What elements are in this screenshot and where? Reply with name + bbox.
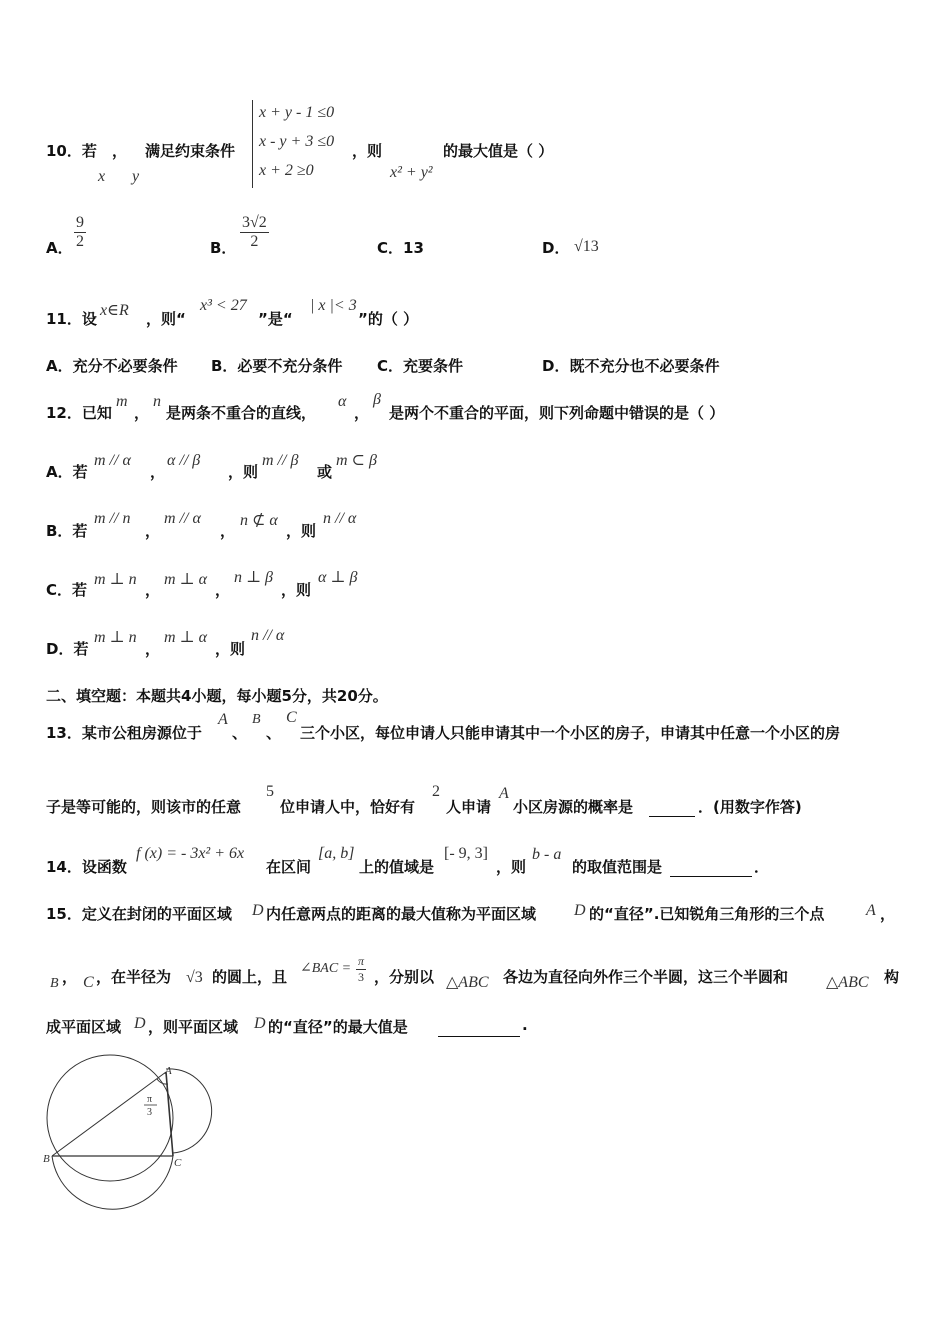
q12-option-c-e3: n ⊥ β [234, 569, 274, 586]
q14-end: ． [754, 858, 770, 876]
q12-option-b-label: B．若 [46, 522, 88, 540]
q10-option-a-label: A． [46, 239, 73, 257]
q15-prefix: 15．定义在封闭的平面区域 [46, 905, 232, 923]
q14-answer-blank [670, 858, 752, 877]
q11-cond: x∈R [100, 302, 129, 319]
q11-prefix: 11．设 [46, 310, 97, 328]
q10-max-text: 的最大值是（ ） [443, 142, 554, 160]
figure-label-c: C [174, 1157, 182, 1169]
q10-option-d [542, 237, 569, 258]
q13-num2: 2 [432, 783, 440, 800]
q13-comma2: 、 [266, 724, 282, 742]
q10-option-d-value: √13 [574, 238, 599, 255]
q12-option-b-sep1: ， [145, 522, 161, 540]
figure-circle [47, 1055, 173, 1181]
q10-constraint-3: x + 2 ≥0 [259, 162, 314, 179]
q12-m: m [116, 393, 128, 410]
q13-A2: A [499, 785, 509, 802]
q10-option-a-frac [74, 214, 86, 251]
q12-text1: 是两条不重合的直线， [166, 404, 317, 422]
q12-n: n [153, 393, 161, 410]
q12-alpha: α [338, 393, 347, 410]
q11-expr1: x³ < 27 [200, 297, 247, 314]
q12-option-a-e2: α // β [167, 452, 201, 469]
q10-option-a [46, 237, 73, 258]
q12-option-a-or: 或 [317, 463, 333, 481]
q12-option-b-e3: n ⊄ α [240, 512, 278, 529]
q12-option-d-e1: m ⊥ n [94, 629, 137, 646]
q10-expr: x² + y² [390, 164, 433, 181]
q13-num5: 5 [266, 783, 274, 800]
q11-option-b: B．必要不充分条件 [211, 357, 343, 375]
q10-stem [46, 140, 97, 161]
q10-constraint-1: x + y - 1 ≤0 [259, 104, 335, 121]
q12-option-b-e4: n // α [323, 510, 357, 527]
q10-constraint-system [252, 100, 363, 188]
q15-A: A [866, 902, 876, 919]
q12-option-d-e2: m ⊥ α [164, 629, 207, 646]
figure-semicircle-bc [52, 1156, 173, 1209]
q10-sep-text: ， [112, 142, 128, 160]
q15-text8: 成平面区域 [46, 1018, 122, 1036]
q15-B: B [50, 976, 59, 991]
q12-option-a-e1: m // α [94, 452, 131, 469]
q14-text1: 在区间 [266, 858, 312, 876]
q12-option-c-e1: m ⊥ n [94, 571, 137, 588]
q15-comma-a: ， [880, 905, 896, 923]
q10-then: ，则 [352, 142, 383, 160]
figure-label-a: A [165, 1065, 172, 1077]
q13-A: A [218, 711, 228, 728]
q15-text10: 的“直径”的最大值是 [268, 1018, 408, 1036]
q12-sep2: ， [354, 404, 370, 422]
q10-constraint-text: 满足约束条件 [145, 142, 236, 160]
q15-text9: ，则平面区域 [148, 1018, 239, 1036]
q12-option-a-label: A．若 [46, 463, 88, 481]
figure-angle-den: 3 [147, 1107, 152, 1118]
q14-func: f (x) = - 3x² + 6x [136, 845, 245, 862]
q12-option-c-sep1: ， [145, 581, 161, 599]
q10-var-x: x [98, 168, 106, 185]
q15-D2: D [574, 902, 586, 919]
q13-comma1: 、 [232, 724, 248, 742]
q15-angle-den: 3 [358, 970, 364, 984]
q15-text5: ，分别以 [374, 968, 435, 986]
section2-heading: 二、填空题：本题共4小题，每小题5分，共20分。 [46, 687, 388, 705]
q15-figure [40, 1050, 220, 1220]
q15-angle: ∠BAC = [300, 961, 352, 976]
q15-D4: D [254, 1015, 266, 1032]
q10-option-b [210, 237, 236, 258]
q12-option-c-e4: α ⊥ β [318, 569, 358, 586]
q12-option-b-e2: m // α [164, 510, 201, 527]
q12-option-b-sep2: ， [220, 522, 236, 540]
q12-beta: β [373, 391, 381, 408]
q12-option-a-e4: m ⊂ β [336, 452, 377, 469]
q11-option-a: A．充分不必要条件 [46, 357, 178, 375]
q11-text2: ”是“ [258, 310, 293, 328]
q12-option-b-then: ，则 [286, 522, 317, 540]
q10-option-a-den: 2 [76, 233, 84, 250]
q12-option-d-label: D．若 [46, 640, 89, 658]
figure-angle-num: π [147, 1094, 153, 1105]
figure-side-ac [166, 1072, 173, 1156]
figure-label-b: B [43, 1153, 50, 1165]
q13-answer-blank [649, 798, 695, 817]
q15-text6: 各边为直径向外作三个半圆，这三个半圆和 [503, 968, 789, 986]
q11-expr2: | x |< 3 [310, 297, 357, 314]
q15-angle-num: π [358, 954, 365, 968]
q15-D3: D [134, 1015, 146, 1032]
q12-option-c-label: C．若 [46, 581, 88, 599]
q15-tri2: △ABC [826, 974, 869, 991]
q14-expr: b - a [532, 846, 562, 863]
q10-option-a-num: 9 [76, 214, 84, 231]
q12-option-d-then: ，则 [215, 640, 246, 658]
q13-text1: 三个小区，每位申请人只能申请其中一个小区的房子，申请其中任意一个小区的房 [300, 724, 841, 742]
q14-text2: 上的值域是 [359, 858, 435, 876]
q15-text3: ，在半径为 [96, 968, 172, 986]
q12-option-d-e3: n // α [251, 627, 285, 644]
q12-sep1: ， [134, 404, 150, 422]
q10-option-b-frac [240, 214, 269, 251]
q11-option-d: D．既不充分也不必要条件 [542, 357, 720, 375]
q15-answer-blank [438, 1018, 520, 1037]
q10-option-d-label: D． [542, 239, 570, 257]
q10-option-b-label: B． [210, 239, 237, 257]
q11-text3: ”的（ ） [358, 310, 419, 328]
q10-option-c: C．13 [377, 239, 424, 257]
q14-range: [- 9, 3] [444, 845, 488, 862]
q10-constraint-2: x - y + 3 ≤0 [259, 133, 335, 150]
q15-angle-frac [356, 954, 366, 985]
q10-number: 10．若 [46, 142, 97, 160]
q14-interval: [a, b] [318, 845, 355, 862]
q12-option-a-sep: ， [150, 463, 166, 481]
q12-option-d-sep: ， [145, 640, 161, 658]
q14-prefix: 14．设函数 [46, 858, 127, 876]
q12-option-c-sep2: ， [215, 581, 231, 599]
q15-sqrt3: √3 [186, 969, 203, 986]
q13-text3: 位申请人中，恰好有 [280, 798, 416, 816]
q10-sep [112, 140, 127, 161]
q10-option-b-num: 3√2 [242, 214, 267, 231]
q13-text6: ．(用数字作答) [698, 798, 802, 816]
q10-var-y: y [132, 168, 140, 185]
q13-C: C [286, 709, 297, 726]
q15-text7: 构 [884, 968, 900, 986]
q13-text5: 小区房源的概率是 [513, 798, 634, 816]
q15-C: C [83, 974, 94, 991]
q15-tri1: △ABC [446, 974, 489, 991]
q11-option-c: C．充要条件 [377, 357, 464, 375]
q13-prefix: 13．某市公租房源位于 [46, 724, 202, 742]
q13-B: B [252, 712, 261, 727]
q13-text2: 子是等可能的，则该市的任意 [46, 798, 242, 816]
q10-option-b-den: 2 [250, 233, 259, 250]
q15-text1: 内任意两点的距离的最大值称为平面区域 [266, 905, 537, 923]
q12-option-c-then: ，则 [281, 581, 312, 599]
q14-text4: 的取值范围是 [572, 858, 663, 876]
q12-option-c-e2: m ⊥ α [164, 571, 207, 588]
q12-option-a-e3: m // β [262, 452, 299, 469]
q14-text3: ，则 [496, 858, 527, 876]
q15-comma-b: ， [62, 968, 78, 986]
q11-text1: ，则“ [146, 310, 186, 328]
q15-text2: 的“直径”.已知锐角三角形的三个点 [589, 905, 825, 923]
q15-end: . [522, 1016, 528, 1034]
q12-option-b-e1: m // n [94, 510, 131, 527]
q12-text2: 是两个不重合的平面，则下列命题中错误的是（ ） [389, 404, 725, 422]
q15-D1: D [252, 902, 264, 919]
q12-prefix: 12．已知 [46, 404, 112, 422]
q13-text4: 人申请 [446, 798, 492, 816]
q15-text4: 的圆上，且 [212, 968, 288, 986]
q12-option-a-then: ，则 [228, 463, 259, 481]
